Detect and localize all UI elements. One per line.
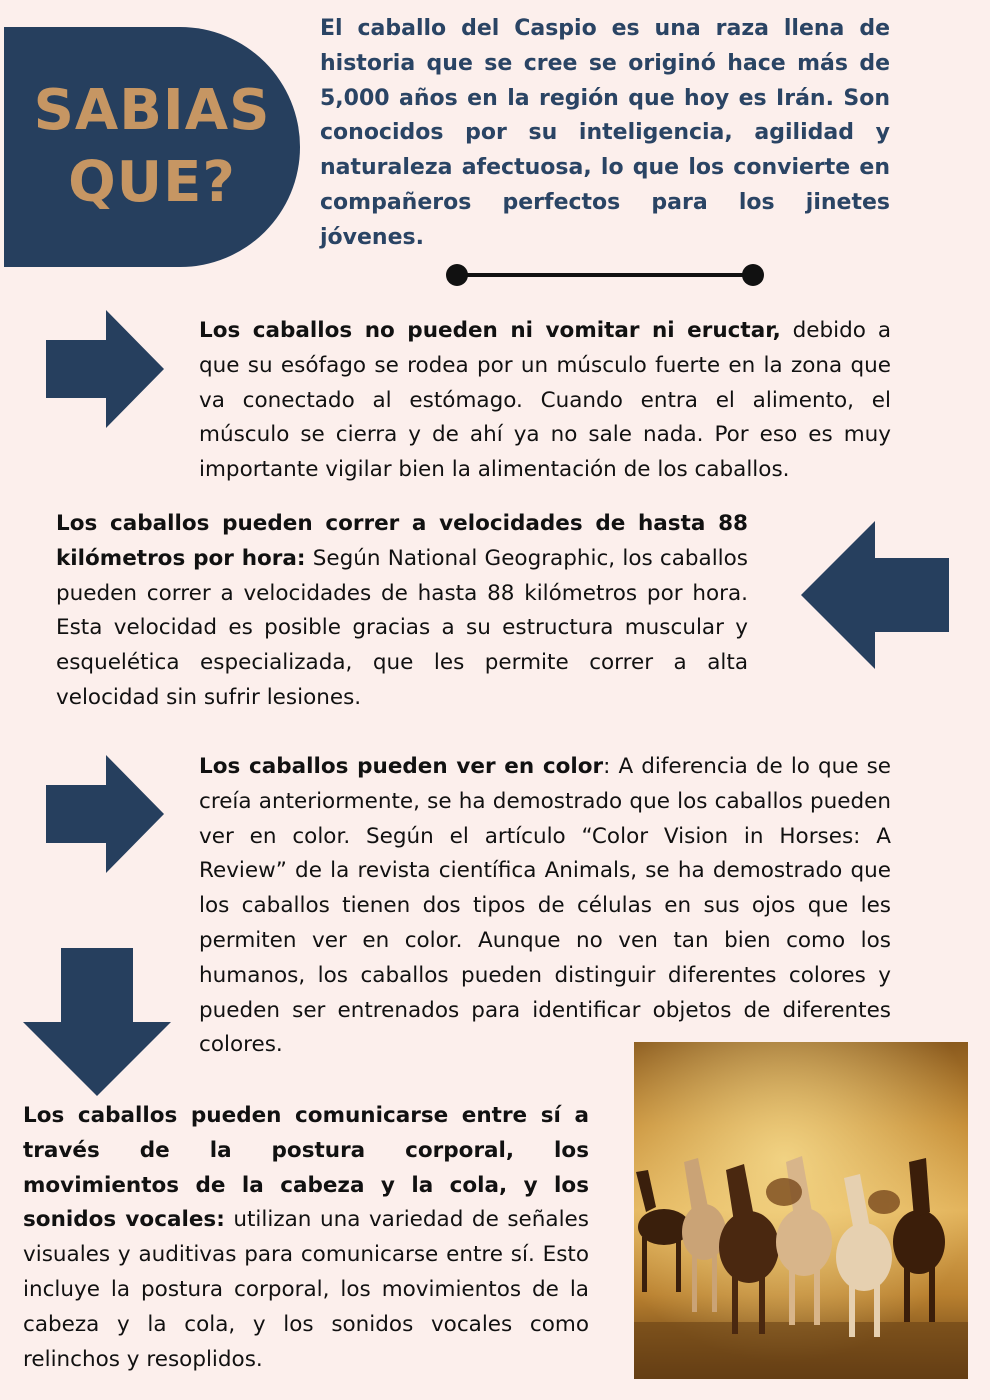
arrow-right-icon [46,755,166,873]
fact-color-vision-body: : A diferencia de lo que se creía anteriormente, se ha demostrado que los caballos pueden ver en color. Según el artículo “Color Vision in Horses: A Review” de la revista científica Animals, se ha demostrado que los caballos tienen dos tipos de células en sus ojos que les permiten ver en color. Aunque no ven tan bien como los humanos, los caballos pueden distinguir diferentes colores y pueden ser entrenados para identificar objetos de diferentes colores. [199,754,891,1058]
arrow-right-icon [46,310,166,428]
fact-color-vision [199,750,891,1063]
badge-title-line1: SABIAS [33,78,271,143]
fact-speed-title: Los caballos pueden correr a velocidades de hasta 88 kilómetros por hora: [56,511,748,571]
wild-horses-photo [634,1042,968,1379]
arrow-left-icon [801,521,951,669]
divider [446,264,764,286]
sabias-que-badge [4,27,300,267]
fact-speed [56,507,748,716]
fact-color-vision-title: Los caballos pueden ver en color [199,754,604,779]
fact-speed-body: Según National Geographic, los caballos pueden correr a velocidades de hasta 88 kilómetros por hora. Esta velocidad es posible gracias a su estructura muscular y esquelética especializada, que les permite correr a alta velocidad sin sufrir lesiones. [56,545,749,710]
fact-vomit-title: Los caballos no pueden ni vomitar ni eructar, [199,318,781,343]
fact-communication [23,1099,589,1377]
fact-communication-title: Los caballos pueden comunicarse entre sí a través de la postura corporal, los movimientos de la cabeza y la cola, y los sonidos vocales: [23,1103,589,1233]
intro-paragraph: El caballo del Caspio es una raza llena de historia que se cree se originó hace más de 5,000 años en la región que hoy es Irán. Son conocidos por su inteligencia, agilidad y naturaleza afectuosa, lo que los convierte en compañeros perfectos para los jinetes jóvenes. [320,16,890,250]
fact-vomit-body: debido a que su esófago se rodea por un músculo fuerte en la zona que va conectado al estómago. Cuando entra el alimento, el músculo se cierra y de ahí ya no sale nada. Por eso es muy importante vigilar bien la alimentación de los caballos. [199,318,891,483]
fact-vomit [199,314,891,488]
badge-title-line2: QUE? [68,150,236,215]
fact-communication-body: utilizan una variedad de señales visuales y auditivas para comunicarse entre sí. Esto incluye la postura corporal, los movimientos de la cabeza y la cola, y los sonidos vocales como relinchos y resoplidos. [23,1207,589,1372]
arrow-down-icon [23,948,171,1096]
